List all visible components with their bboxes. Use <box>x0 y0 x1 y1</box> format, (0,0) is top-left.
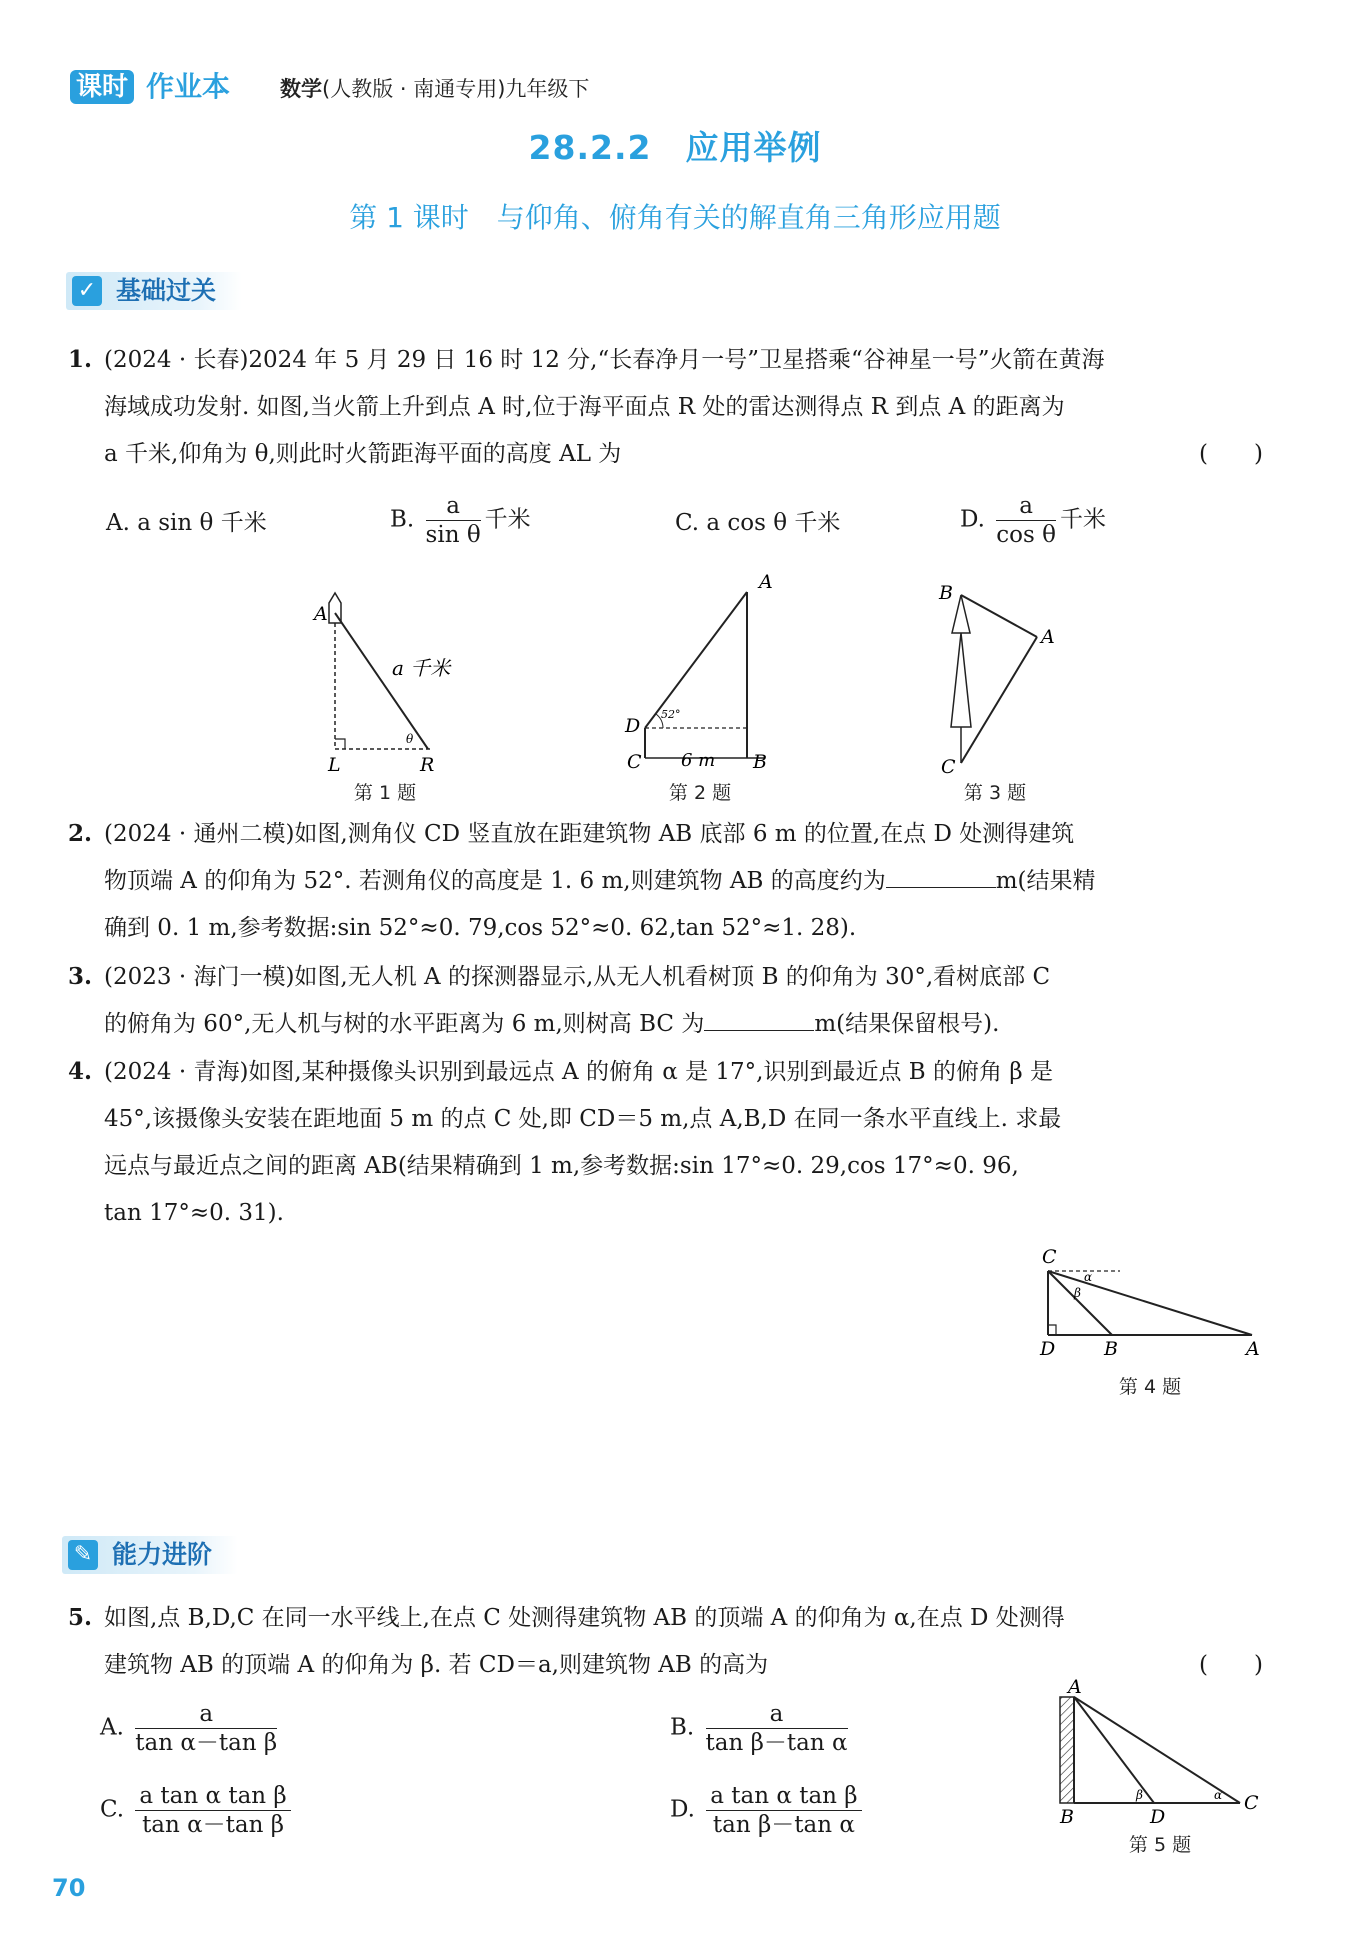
q1-option-a: A. a sin θ 千米 <box>106 510 267 536</box>
q1-number: 1. <box>68 346 93 373</box>
q1-answer-paren: ( ) <box>1199 441 1263 467</box>
fig3-label-c: C <box>941 756 956 778</box>
section-advanced-label: 能力进阶 <box>112 1540 213 1569</box>
q1-option-b <box>390 492 531 549</box>
q1-option-d-num: a <box>996 492 1056 521</box>
q5-option-b-label: B. <box>670 1714 695 1741</box>
brand-logo: 课时 <box>70 70 134 104</box>
figure-1 <box>300 575 460 780</box>
q5-option-c-num: a tan α tan β <box>135 1782 290 1811</box>
fig2-label-a: A <box>759 571 773 593</box>
fig4-label-beta: β <box>1074 1286 1081 1300</box>
q3-line2a: 的俯角为 60°,无人机与树的水平距离为 6 m,则树高 BC 为 <box>104 1011 705 1037</box>
figure-3-caption: 第 3 题 <box>963 782 1027 804</box>
edition: (人教版 · 南通专用)九年级下 <box>322 77 590 101</box>
q1-line1: (2024 · 长春)2024 年 5 月 29 日 16 时 12 分,“长春净月一号”卫星搭乘“谷神星一号”火箭在黄海 <box>104 347 1105 373</box>
fig5-label-alpha: α <box>1214 1788 1223 1802</box>
fig2-label-c: C <box>627 751 642 773</box>
fig5-label-beta: β <box>1136 1788 1143 1802</box>
fig1-label-r: R <box>420 754 435 776</box>
question-2 <box>68 810 1263 952</box>
q2-line2a: 物顶端 A 的仰角为 52°. 若测角仪的高度是 1. 6 m,则建筑物 AB 的高度约为 <box>104 868 886 894</box>
q1-option-d-fraction <box>996 492 1056 549</box>
line-ca <box>961 637 1037 763</box>
q1-option-b-num: a <box>426 492 481 521</box>
check-icon: ✓ <box>72 276 102 306</box>
q1-option-d <box>960 492 1106 549</box>
fig4-label-a: A <box>1246 1338 1260 1360</box>
book-subject <box>280 74 589 104</box>
q1-option-d-label: D. <box>960 506 985 533</box>
fig2-label-angle: 52° <box>661 708 681 721</box>
fig2-label-dist: 6 m <box>681 750 716 771</box>
building-hatch <box>1060 1697 1074 1803</box>
figure-5 <box>1050 1675 1270 1825</box>
q5-number: 5. <box>68 1604 93 1631</box>
fig1-label-l: L <box>328 754 341 776</box>
fig5-label-a: A <box>1068 1676 1082 1698</box>
q1-line2: 海域成功发射. 如图,当火箭上升到点 A 时,位于海平面点 R 处的雷达测得点 R 到点 A 的距离为 <box>104 394 1065 420</box>
q3-line2b: m(结果保留根号). <box>814 1011 1000 1037</box>
fig3-label-b: B <box>939 582 953 604</box>
q5-option-b <box>670 1700 852 1757</box>
q5-option-a-den: tan α－tan β <box>135 1730 278 1756</box>
q4-line3: 远点与最近点之间的距离 AB(结果精确到 1 m,参考数据:sin 17°≈0. 29,cos 17°≈0. 96, <box>104 1153 1019 1179</box>
fig4-label-alpha: α <box>1084 1270 1093 1284</box>
q3-line1: (2023 · 海门一模)如图,无人机 A 的探测器显示,从无人机看树顶 B 的仰角为 30°,看树底部 C <box>104 964 1051 990</box>
fig4-label-b: B <box>1104 1338 1118 1360</box>
section-basic <box>66 272 242 310</box>
fig3-label-a: A <box>1041 626 1055 648</box>
fig2-label-d: D <box>625 715 641 737</box>
figure-4-caption: 第 4 题 <box>1118 1376 1182 1398</box>
right-angle-mark <box>1048 1325 1056 1335</box>
q5-option-a-num: a <box>135 1700 277 1729</box>
question-3 <box>68 953 1263 1048</box>
fig5-label-c: C <box>1244 1792 1259 1814</box>
q2-line2b: m(结果精 <box>995 868 1096 894</box>
figure-3 <box>925 575 1065 780</box>
q4-line2: 45°,该摄像头安装在距地面 5 m 的点 C 处,即 CD＝5 m,点 A,B,D 在同一条水平直线上. 求最 <box>104 1106 1062 1132</box>
page-title: 28.2.2 应用举例 <box>528 128 822 167</box>
fig1-label-side: a 千米 <box>392 656 451 680</box>
section-advanced <box>62 1536 238 1574</box>
q1-option-d-den: cos θ <box>996 522 1056 548</box>
fig5-label-d: D <box>1150 1806 1166 1825</box>
q5-option-c <box>100 1782 295 1839</box>
fig1-label-angle: θ <box>406 732 414 746</box>
right-angle-mark <box>335 739 345 749</box>
q5-answer-paren: ( ) <box>1199 1652 1263 1678</box>
q5-option-a <box>100 1700 281 1757</box>
figure-1-caption: 第 1 题 <box>353 782 417 804</box>
q1-option-b-den: sin θ <box>425 522 481 548</box>
q1-option-b-label: B. <box>390 506 415 533</box>
tree-top <box>952 595 970 633</box>
q1-option-c: C. a cos θ 千米 <box>675 510 841 536</box>
q1-option-b-unit: 千米 <box>484 506 531 533</box>
q5-line1: 如图,点 B,D,C 在同一水平线上,在点 C 处测得建筑物 AB 的顶端 A 的仰角为 α,在点 D 处测得 <box>104 1605 1065 1631</box>
figure-5-caption: 第 5 题 <box>1128 1834 1192 1856</box>
q5-option-d-label: D. <box>670 1796 695 1823</box>
figure-2 <box>615 570 785 780</box>
line-ar <box>335 613 428 749</box>
q2-line1: (2024 · 通州二模)如图,测角仪 CD 竖直放在距建筑物 AB 底部 6 m 的位置,在点 D 处测得建筑 <box>104 821 1075 847</box>
q5-option-a-fraction <box>135 1700 277 1757</box>
pencil-icon: ✎ <box>68 1540 98 1570</box>
q5-option-c-fraction <box>135 1782 290 1839</box>
q5-line2: 建筑物 AB 的顶端 A 的仰角为 β. 若 CD＝a,则建筑物 AB 的高为 <box>104 1652 769 1678</box>
figure-2-caption: 第 2 题 <box>668 782 732 804</box>
q4-line1: (2024 · 青海)如图,某种摄像头识别到最远点 A 的俯角 α 是 17°,识别到最近点 B 的俯角 β 是 <box>104 1059 1053 1085</box>
fig1-label-a: A <box>314 603 328 625</box>
q5-option-d-fraction <box>706 1782 861 1839</box>
question-1 <box>68 336 1263 478</box>
question-4 <box>68 1048 1263 1237</box>
q3-answer-blank[interactable] <box>704 1008 814 1031</box>
q1-line3: a 千米,仰角为 θ,则此时火箭距海平面的高度 AL 为 <box>104 441 622 467</box>
page-subtitle: 第 1 课时 与仰角、俯角有关的解直角三角形应用题 <box>349 201 1001 234</box>
q2-number: 2. <box>68 820 93 847</box>
q2-answer-blank[interactable] <box>886 865 996 888</box>
q4-number: 4. <box>68 1058 93 1085</box>
q5-option-c-den: tan α－tan β <box>142 1812 285 1838</box>
q5-option-c-label: C. <box>100 1796 125 1823</box>
q5-option-d-num: a tan α tan β <box>706 1782 861 1811</box>
fig5-label-b: B <box>1060 1806 1074 1825</box>
fig4-label-c: C <box>1042 1246 1057 1268</box>
brand-name: 作业本 <box>146 70 231 103</box>
q5-option-b-num: a <box>706 1700 848 1729</box>
page-number: 70 <box>52 1874 86 1902</box>
subject-name: 数学 <box>280 77 322 101</box>
fig2-label-b: B <box>753 751 767 773</box>
q2-line3: 确到 0. 1 m,参考数据:sin 52°≈0. 79,cos 52°≈0. 62,tan 52°≈1. 28). <box>104 915 857 941</box>
tree-body <box>951 633 971 727</box>
section-basic-label: 基础过关 <box>116 276 217 305</box>
fig4-label-d: D <box>1040 1338 1056 1360</box>
q5-option-b-fraction <box>706 1700 848 1757</box>
q5-option-d <box>670 1782 866 1839</box>
q4-line4: tan 17°≈0. 31). <box>104 1200 284 1226</box>
q1-option-d-unit: 千米 <box>1059 506 1106 533</box>
q1-option-b-fraction <box>426 492 481 549</box>
q3-number: 3. <box>68 963 93 990</box>
q5-option-b-den: tan β－tan α <box>705 1730 848 1756</box>
q5-option-a-label: A. <box>100 1714 124 1741</box>
line-ba <box>961 595 1037 637</box>
q5-option-d-den: tan β－tan α <box>712 1812 855 1838</box>
figure-4 <box>1030 1245 1270 1360</box>
